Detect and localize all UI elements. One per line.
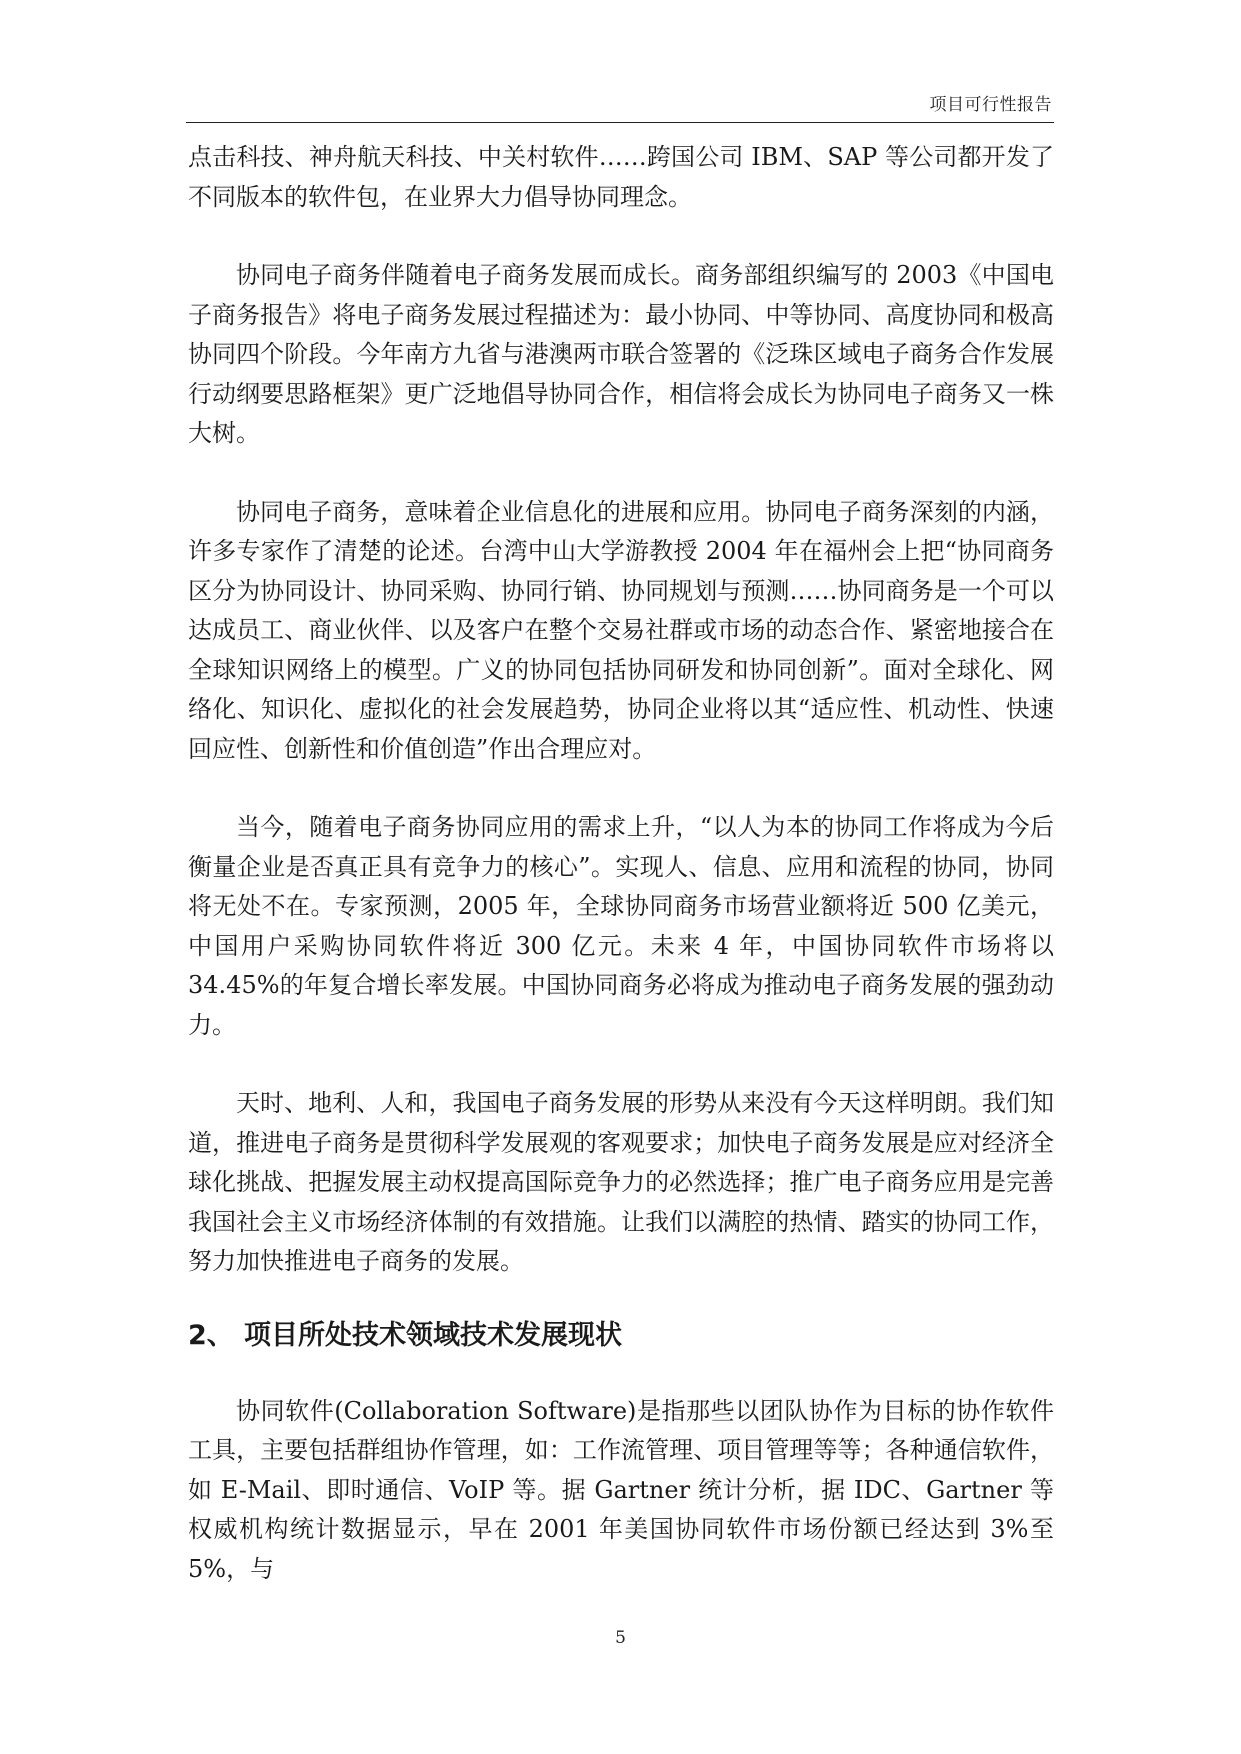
paragraph-gap [188,1282,1054,1316]
paragraph-4: 当今，随着电子商务协同应用的需求上升，“以人为本的协同工作将成为今后衡量企业是否真正具有竞争力的核心”。实现人、信息、应用和流程的协同，协同将无处不在。专家预测，2005 年，全球协同商务市场营业额将近 500 亿美元，中国用户采购协同软件将近 300 亿元。未来 4 年，中国协同软件市场将以 34.45%的年复合增长率发展。中国协同商务必将成为推动电子商务发展的强劲动力。 [188,813,1054,1039]
paragraph-5: 天时、地利、人和，我国电子商务发展的形势从来没有今天这样明朗。我们知道，推进电子商务是贯彻科学发展观的客观要求；加快电子商务发展是应对经济全球化挑战、把握发展主动权提高国际竞争力的必然选择；推广电子商务应用是完善我国社会主义市场经济体制的有效措施。让我们以满腔的热情、踏实的协同工作，努力加快推进电子商务的发展。 [188,1089,1054,1275]
paragraph-3: 协同电子商务，意味着企业信息化的进展和应用。协同电子商务深刻的内涵，许多专家作了清楚的论述。台湾中山大学游教授 2004 年在福州会上把“协同商务区分为协同设计、协同采购、协同行销、协同规划与预测……协同商务是一个可以达成员工、商业伙伴、以及客户在整个交易社群或市场的动态合作、紧密地接合在全球知识网络上的模型。广义的协同包括协同研发和协同创新”。面对全球化、网络化、知识化、虚拟化的社会发展趋势，协同企业将以其“适应性、机动性、快速回应性、创新性和价值创造”作出合理应对。 [188,497,1054,763]
paragraph-gap [188,1045,1054,1084]
paragraph-1: 点击科技、神舟航天科技、中关村软件……跨国公司 IBM、SAP 等公司都开发了不同版本的软件包，在业界大力倡导协同理念。 [188,143,1054,211]
document-body [188,138,1054,1589]
paragraph-2: 协同电子商务伴随着电子商务发展而成长。商务部组织编写的 2003《中国电子商务报告》将电子商务发展过程描述为：最小协同、中等协同、高度协同和极高协同四个阶段。今年南方九省与港澳两市联合签署的《泛珠区域电子商务合作发展行动纲要思路框架》更广泛地倡导协同合作，相信将会成长为协同电子商务又一株大树。 [188,261,1054,447]
paragraph-6: 协同软件(Collaboration Software)是指那些以团队协作为目标的协作软件工具，主要包括群组协作管理，如：工作流管理、项目管理等等；各种通信软件，如 E-Mail、即时通信、VoIP 等。据 Gartner 统计分析，据 IDC、Gartner 等权威机构统计数据显示，早在 2001 年美国协同软件市场份额已经达到 3%至 5%，与 [188,1396,1054,1583]
paragraph-gap [188,454,1054,493]
paragraph-gap [188,1356,1054,1392]
section-number: 2、 [188,1319,234,1351]
section-heading [188,1316,1054,1356]
page-header [186,84,1054,123]
paragraph-gap [188,217,1054,256]
paragraph-gap [188,769,1054,808]
section-title: 项目所处技术领域技术发展现状 [244,1319,622,1351]
header-title: 项目可行性报告 [929,95,1052,115]
page-number: 5 [615,1628,626,1648]
